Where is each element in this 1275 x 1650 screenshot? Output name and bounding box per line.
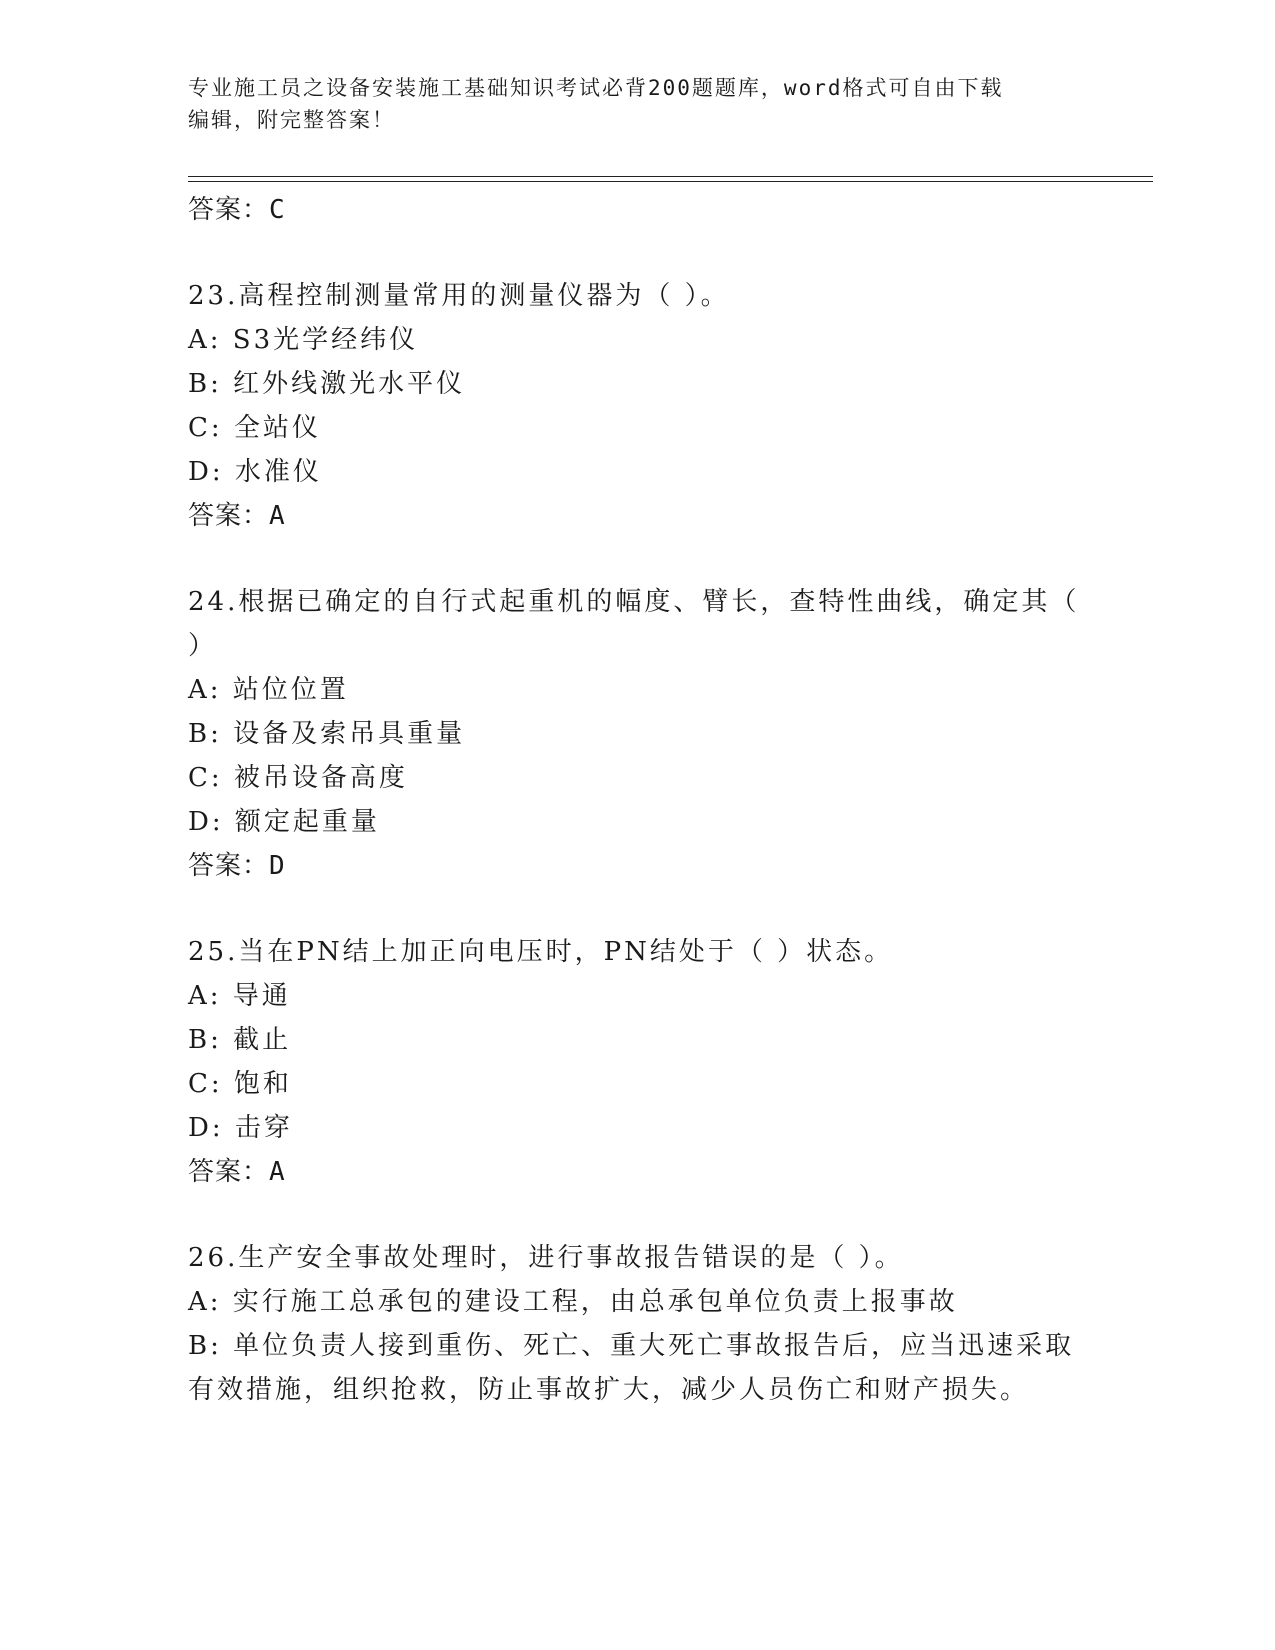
option-d: D: 额定起重量: [188, 807, 380, 837]
question-stem-24-continued: ）: [188, 631, 218, 661]
option-d: D: 击穿: [188, 1113, 293, 1143]
answer-line: 答案：A: [188, 501, 286, 531]
option-a: A: 站位位置: [188, 675, 349, 705]
question-stem-25: 25.当在PN结上加正向电压时，PN结处于（ ）状态。: [188, 937, 894, 967]
option-c: C: 全站仪: [188, 413, 321, 443]
option-c: C: 被吊设备高度: [188, 763, 408, 793]
header-rule-bottom: [188, 181, 1153, 182]
option-b: B: 单位负责人接到重伤、死亡、重大死亡事故报告后，应当迅速采取: [188, 1331, 1075, 1361]
option-a: A: 实行施工总承包的建设工程，由总承包单位负责上报事故: [188, 1287, 958, 1317]
answer-line: 答案：D: [188, 851, 286, 881]
header-title-line2: 编辑，附完整答案！: [188, 108, 395, 132]
question-stem-24: 24.根据已确定的自行式起重机的幅度、臂长，查特性曲线，确定其（: [188, 587, 1080, 617]
option-a: A: 导通: [188, 981, 291, 1011]
option-d: D: 水准仪: [188, 457, 322, 487]
header-rule-top: [188, 176, 1153, 177]
question-stem-23: 23.高程控制测量常用的测量仪器为（ ）。: [188, 281, 730, 311]
option-b: B: 红外线激光水平仪: [188, 369, 466, 399]
header-title-line1: 专业施工员之设备安装施工基础知识考试必背200题题库，word格式可自由下载: [188, 76, 1004, 100]
question-stem-26: 26.生产安全事故处理时，进行事故报告错误的是（ ）。: [188, 1243, 904, 1273]
option-b: B: 设备及索吊具重量: [188, 719, 466, 749]
option-b-continued: 有效措施，组织抢救，防止事故扩大，减少人员伤亡和财产损失。: [188, 1375, 1030, 1405]
option-a: A: S3光学经纬仪: [188, 325, 419, 355]
option-b: B: 截止: [188, 1025, 292, 1055]
option-c: C: 饱和: [188, 1069, 292, 1099]
answer-line: 答案：C: [188, 195, 286, 225]
answer-line: 答案：A: [188, 1157, 286, 1187]
